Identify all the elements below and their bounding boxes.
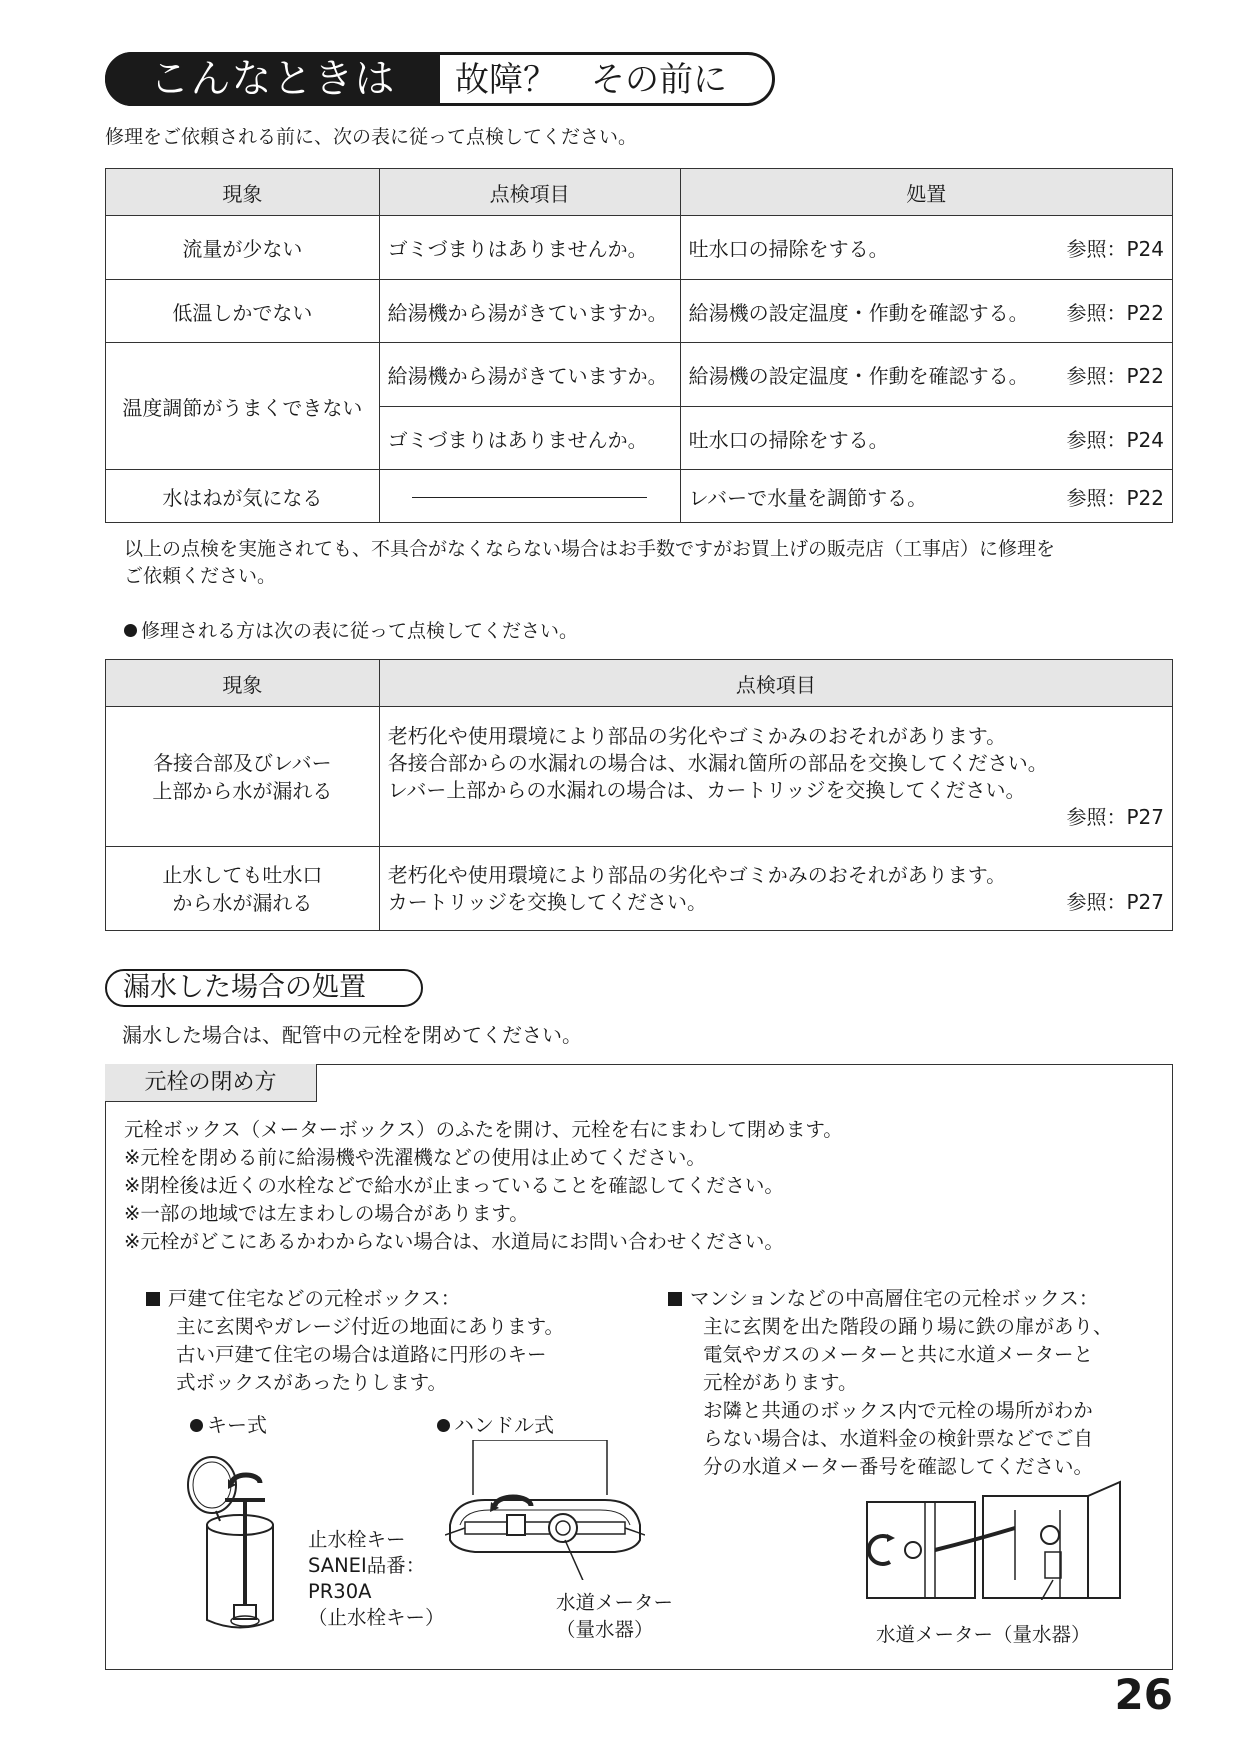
instruction-line: ※元栓がどこにあるかわからない場合は、水道局にお問い合わせください。 xyxy=(124,1230,784,1253)
table-header-row xyxy=(106,660,1173,707)
note-line-1: 以上の点検を実施されても、不具合がなくならない場合はお手数ですがお買上げの販売店（工事店）に修理を xyxy=(124,538,1056,560)
key-type-label xyxy=(190,1412,267,1438)
check-cell xyxy=(379,847,1172,931)
product-number-label: SANEI品番： xyxy=(308,1554,426,1577)
apartment-line: お隣と共通のボックス内で元栓の場所がわか xyxy=(703,1399,1093,1422)
bullet-dot-icon xyxy=(190,1419,203,1432)
col-header-action: 処置 xyxy=(680,169,1172,216)
heading-text: マンションなどの中高層住宅の元栓ボックス： xyxy=(690,1287,1099,1310)
repair-table xyxy=(105,659,1173,931)
check-cell: 給湯機から湯がきていますか。 xyxy=(379,343,680,407)
stop-key-note: （止水栓キー） xyxy=(308,1606,445,1629)
house-box-heading xyxy=(146,1285,564,1313)
action-cell xyxy=(680,470,1172,523)
reference: 参照：P24 xyxy=(1066,427,1164,452)
action-cell xyxy=(680,407,1172,470)
header-subtitle: 故障？ その前に xyxy=(455,60,727,100)
check-cell: ゴミづまりはありませんか。 xyxy=(379,216,680,280)
handle-type-label xyxy=(437,1412,554,1438)
reference: 参照：P22 xyxy=(1066,300,1164,325)
apartment-meter-label: 水道メーター（量水器） xyxy=(876,1623,1091,1646)
apartment-line: らない場合は、水道料金の検針票などでご自 xyxy=(703,1427,1094,1450)
symptom-cell: 水はねが気になる xyxy=(106,470,380,523)
col-header-symptom: 現象 xyxy=(106,660,380,707)
heading-text: 戸建て住宅などの元栓ボックス： xyxy=(168,1287,461,1310)
instruction-line: ※閉栓後は近くの水栓などで給水が止まっていることを確認してください。 xyxy=(124,1174,784,1197)
symptom-line: から水が漏れる xyxy=(172,890,313,915)
check-line: レバー上部からの水漏れの場合は、カートリッジを交換してください。 xyxy=(387,777,1026,802)
check-line: 各接合部からの水漏れの場合は、水漏れ箇所の部品を交換してください。 xyxy=(387,750,1048,775)
action-text: 給湯機の設定温度・作動を確認する。 xyxy=(688,364,1029,388)
repair-intro-text: 修理される方は次の表に従って点検してください。 xyxy=(141,620,579,642)
col-header-check: 点検項目 xyxy=(379,660,1172,707)
check-line: 老朽化や使用環境により部品の劣化やゴミかみのおそれがあります。 xyxy=(387,723,1007,748)
symptom-cell: 流量が少ない xyxy=(106,216,380,280)
dash-line xyxy=(412,497,647,498)
handle-type-text: ハンドル式 xyxy=(454,1413,554,1437)
symptom-line: 上部から水が漏れる xyxy=(152,778,333,803)
check-text: カートリッジを交換してください。 xyxy=(387,889,707,914)
check-line xyxy=(388,889,1164,916)
meter-labels xyxy=(556,1589,673,1643)
water-meter-sublabel: （量水器） xyxy=(556,1618,654,1641)
check-cell: ゴミづまりはありませんか。 xyxy=(379,407,680,470)
col-header-symptom: 現象 xyxy=(106,169,380,216)
stopcock-box-title: 元栓の閉め方 xyxy=(105,1064,317,1102)
stopcock-instructions xyxy=(124,1116,843,1256)
action-cell xyxy=(680,280,1172,343)
check-cell xyxy=(379,707,1172,847)
action-text: レバーで水量を調節する。 xyxy=(688,485,928,510)
house-box-section xyxy=(146,1285,564,1397)
reference: 参照：P22 xyxy=(1066,364,1164,388)
reference: 参照：P22 xyxy=(1066,485,1164,510)
handle-box-illustration xyxy=(445,1440,645,1580)
instruction-line: 元栓ボックス（メーターボックス）のふたを開け、元栓を右にまわして閉めます。 xyxy=(124,1118,843,1141)
repair-intro xyxy=(124,618,578,644)
apartment-line: 元栓があります。 xyxy=(703,1371,858,1394)
action-cell xyxy=(680,216,1172,280)
intro-text: 修理をご依頼される前に、次の表に従って点検してください。 xyxy=(105,126,638,148)
key-box-illustration xyxy=(180,1455,300,1640)
apartment-meter-illustration xyxy=(865,1480,1135,1600)
table-row xyxy=(106,707,1173,847)
note-line-2: ご依頼ください。 xyxy=(124,565,277,587)
check-cell xyxy=(379,470,680,523)
reference: 参照：P27 xyxy=(1066,804,1164,829)
col-header-check: 点検項目 xyxy=(379,169,680,216)
table-header-row xyxy=(106,169,1173,216)
bullet-dot-icon xyxy=(124,624,137,637)
instruction-line: ※元栓を閉める前に給湯機や洗濯機などの使用は止めてください。 xyxy=(124,1146,706,1169)
house-line: 主に玄関やガレージ付近の地面にあります。 xyxy=(176,1315,565,1338)
table-row xyxy=(106,216,1173,280)
reference: 参照：P24 xyxy=(1066,237,1164,261)
square-bullet-icon xyxy=(668,1292,682,1306)
stop-key-label: 止水栓キー xyxy=(308,1528,406,1551)
check-cell: 給湯機から湯がきていますか。 xyxy=(379,280,680,343)
bullet-dot-icon xyxy=(437,1419,450,1432)
page-number: 26 xyxy=(1114,1670,1173,1719)
reference: 参照：P27 xyxy=(1066,889,1164,914)
header-title-block: こんなときは xyxy=(105,52,440,106)
symptom-cell xyxy=(106,707,380,847)
apartment-box-section xyxy=(668,1285,1113,1481)
key-type-text: キー式 xyxy=(207,1413,267,1437)
apartment-line: 分の水道メーター番号を確認してください。 xyxy=(703,1455,1094,1478)
table-row xyxy=(106,343,1173,407)
square-bullet-icon xyxy=(146,1292,160,1306)
house-line: 式ボックスがあったりします。 xyxy=(176,1371,448,1394)
water-meter-label: 水道メーター xyxy=(556,1591,674,1614)
leak-intro: 漏水した場合は、配管中の元栓を閉めてください。 xyxy=(122,1023,582,1047)
symptom-line: 止水しても吐水口 xyxy=(162,862,323,887)
house-line: 古い戸建て住宅の場合は道路に円形のキー xyxy=(176,1343,547,1366)
table-row xyxy=(106,470,1173,523)
apartment-line: 主に玄関を出た階段の踊り場に鉄の扉があり、 xyxy=(703,1315,1113,1338)
troubleshoot-table xyxy=(105,168,1173,523)
apartment-line: 電気やガスのメーターと共に水道メーターと xyxy=(703,1343,1094,1366)
action-text: 吐水口の掃除をする。 xyxy=(688,427,889,452)
stop-key-labels xyxy=(308,1527,445,1631)
action-text: 吐水口の掃除をする。 xyxy=(688,237,889,261)
instruction-line: ※一部の地域では左まわしの場合があります。 xyxy=(124,1202,529,1225)
apartment-box-heading xyxy=(668,1285,1113,1313)
leak-title: 漏水した場合の処置 xyxy=(123,972,366,1003)
action-cell xyxy=(680,343,1172,407)
action-text: 給湯機の設定温度・作動を確認する。 xyxy=(688,300,1029,325)
product-code: PR30A xyxy=(308,1580,372,1603)
table-row xyxy=(106,847,1173,931)
symptom-line: 各接合部及びレバー xyxy=(153,750,332,775)
symptom-cell: 低温しかでない xyxy=(106,280,380,343)
table-row xyxy=(106,280,1173,343)
symptom-cell: 温度調節がうまくできない xyxy=(106,343,380,470)
check-line: 老朽化や使用環境により部品の劣化やゴミかみのおそれがあります。 xyxy=(387,862,1007,887)
symptom-cell xyxy=(106,847,380,931)
